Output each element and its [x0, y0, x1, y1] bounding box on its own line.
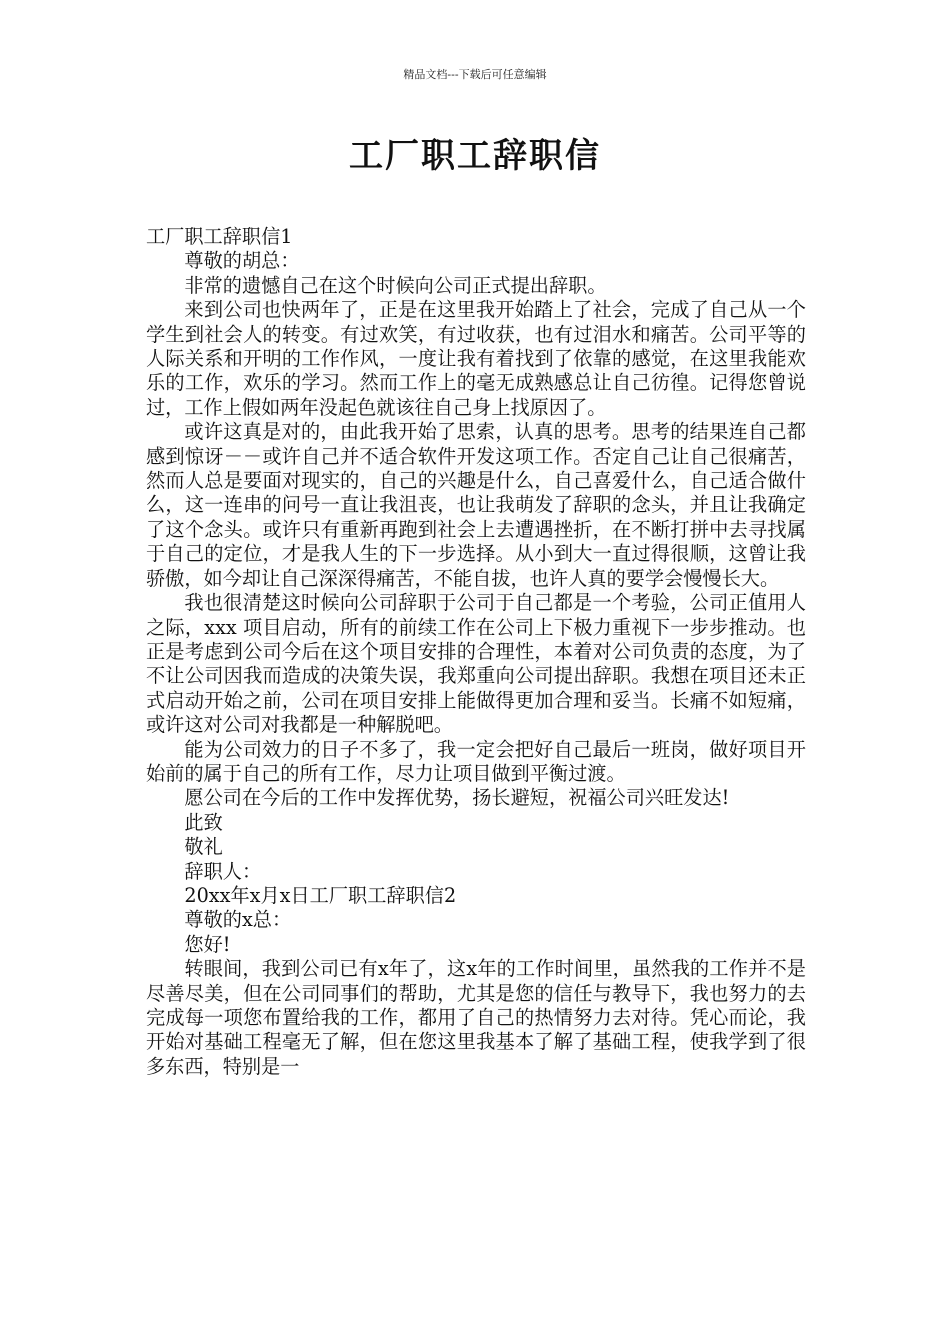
greeting: 您好! — [184, 932, 231, 956]
body-paragraph: 我也很清楚这时候向公司辞职于公司于自己都是一个考验，公司正值用人之际，xxx 项目启动，所有的前续工作在公司上下极力重视下一步步推动。也正是考虑到公司今后在这个项目安排的合理性，本着对公司负责的态度，为了不让公司因我而造成的决策失误，我郑重向公司提出辞职。我想在项目还未正式启动开始之前，公司在项目安排上能做得更加合理和妥当。长痛不如短痛，或许这对公司对我都是一种解脱吧。 — [146, 591, 806, 737]
signature-line: 辞职人： — [184, 859, 262, 883]
body-paragraph: 转眼间，我到公司已有x年了，这x年的工作时间里，虽然我的工作并不是尽善尽美，但在公司同事们的帮助，尤其是您的信任与教导下，我也努力的去完成每一项您布置给我的工作，都用了自己的热情努力去对待。凭心而论，我开始对基础工程毫无了解，但在您这里我基本了解了基础工程，使我学到了很多东西，特别是一 — [146, 957, 806, 1078]
salutation: 尊敬的x总： — [184, 908, 292, 932]
body-paragraph: 非常的遗憾自己在这个时候向公司正式提出辞职。 — [184, 273, 607, 297]
closing-line: 此致 — [184, 810, 223, 834]
body-paragraph: 愿公司在今后的工作中发挥优势，扬长避短，祝福公司兴旺发达! — [184, 786, 730, 810]
letter-heading: 工厂职工辞职信1 — [146, 225, 293, 248]
document-title: 工厂职工辞职信 — [349, 136, 601, 176]
page-header: 精品文档---下载后可任意编辑 — [403, 68, 547, 81]
closing-line: 敬礼 — [184, 835, 223, 859]
document-body — [146, 225, 806, 1079]
body-paragraph: 能为公司效力的日子不多了，我一定会把好自己最后一班岗，做好项目开始前的属于自己的所有工作，尽力让项目做到平衡过渡。 — [146, 737, 806, 785]
body-paragraph: 来到公司也快两年了，正是在这里我开始踏上了社会，完成了自己从一个学生到社会人的转变。有过欢笑，有过收获，也有过泪水和痛苦。公司平等的人际关系和开明的工作作风，一度让我有着找到了依靠的感觉，在这里我能欢乐的工作，欢乐的学习。然而工作上的毫无成熟感总让自己彷徨。记得您曾说过，工作上假如两年没起色就该往自己身上找原因了。 — [146, 298, 806, 419]
salutation: 尊敬的胡总： — [184, 249, 300, 273]
date-and-heading-line: 20xx年x月x日工厂职工辞职信2 — [184, 883, 457, 907]
body-paragraph: 或许这真是对的，由此我开始了思索，认真的思考。思考的结果连自己都感到惊讶－－或许自己并不适合软件开发这项工作。否定自己让自己很痛苦，然而人总是要面对现实的，自己的兴趣是什么，自己喜爱什么，自己适合做什么，这一连串的问号一直让我沮丧，也让我萌发了辞职的念头，并且让我确定了这个念头。或许只有重新再跑到社会上去遭遇挫折，在不断打拼中去寻找属于自己的定位，才是我人生的下一步选择。从小到大一直过得很顺，这曾让我骄傲，如今却让自己深深得痛苦，不能自拔，也许人真的要学会慢慢长大。 — [146, 420, 806, 590]
